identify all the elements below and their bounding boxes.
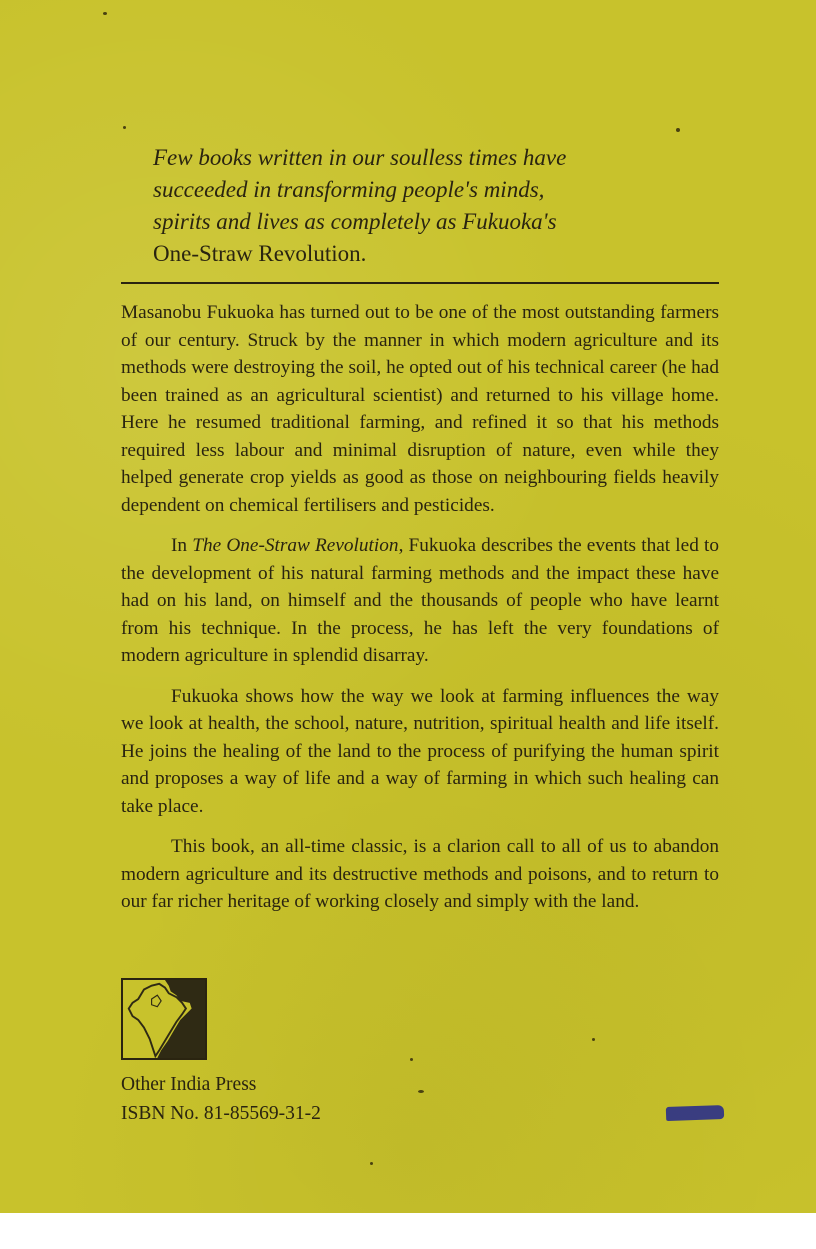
blurb-paragraph: This book, an all-time classic, is a clarion call to all of us to abandon modern agriculture and its destructive methods and poisons, and to return to our far richer heritage of working closely and simply with the land. <box>121 836 719 912</box>
pull-quote <box>153 142 713 270</box>
isbn-number: ISBN No. 81-85569-31-2 <box>121 1103 321 1124</box>
blurb-paragraph: Masanobu Fukuoka has turned out to be one of the most outstanding farmers of our century. Struck by the manner in which modern agriculture and its methods were destroying the soil, he opted out of his technical career (he had been trained as an agricultural scientist) and returned to his village home. Here he resumed traditional farming, and refined it so that his methods required less labour and minimal disruption of nature, even while they helped generate crop yields as good as those on neighbouring fields heavily dependent on chemical fertilisers and pesticides. <box>121 302 719 516</box>
paper-speck <box>370 1162 373 1165</box>
publisher-name: Other India Press <box>121 1074 257 1095</box>
quote-book-title: One-Straw Revolution. <box>153 241 367 266</box>
paper-speck <box>123 126 126 129</box>
paper-speck <box>103 12 107 15</box>
quote-line: succeeded in transforming people's minds, <box>153 177 545 202</box>
publisher-info <box>121 1070 321 1128</box>
book-title-italic: The One-Straw Revolution <box>192 535 399 556</box>
paper-speck <box>410 1058 413 1061</box>
blurb-paragraph <box>121 532 719 670</box>
ink-stamp-mark <box>666 1105 724 1121</box>
divider-rule <box>121 282 719 284</box>
paper-speck <box>592 1038 595 1041</box>
publisher-logo <box>121 978 207 1060</box>
blurb-text: , Fukuoka describes the events that led to the development of his natural farming methods and the impact these have had on his land, on himself and the thousands of people who have learnt from his technique. In the process, he has left the very foundations of modern agriculture in splendid disarray. <box>121 535 720 666</box>
blurb-text: In <box>171 535 193 556</box>
india-map-icon <box>123 980 205 1058</box>
blurb-paragraph: Fukuoka shows how the way we look at farming influences the way we look at health, the school, nature, nutrition, spiritual health and life itself. He joins the healing of the land to the process of purifying the human spirit and proposes a way of life and a way of farming in which such healing can take place. <box>121 685 719 817</box>
quote-line: Few books written in our soulless times have <box>153 145 567 170</box>
blurb-body <box>121 299 719 929</box>
quote-line: spirits and lives as completely as Fukuoka's <box>153 209 557 234</box>
paper-speck <box>418 1090 424 1093</box>
paper-speck <box>676 128 680 132</box>
